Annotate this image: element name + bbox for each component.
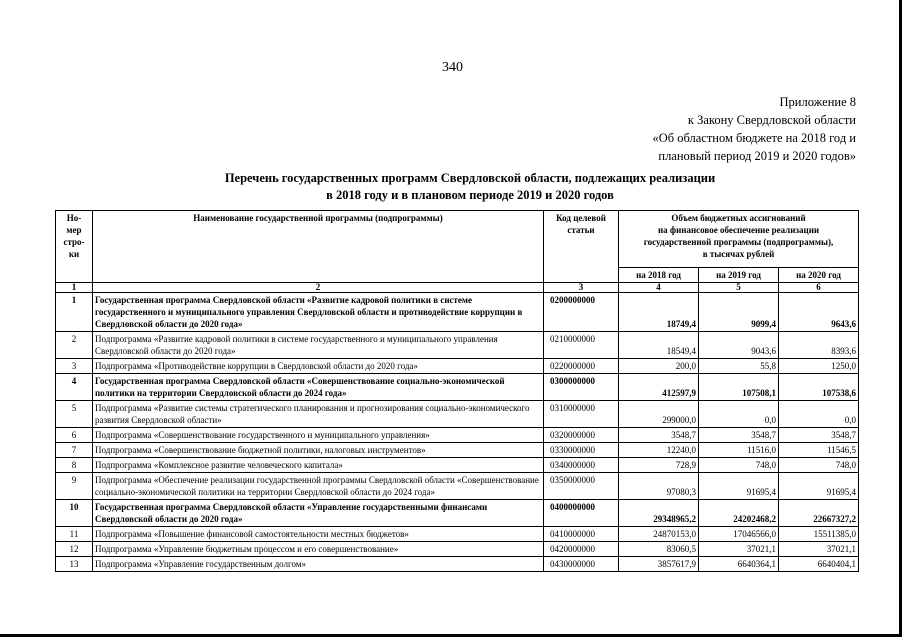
amount-2019: 37021,1 bbox=[699, 542, 779, 557]
target-code: 0350000000 bbox=[544, 473, 619, 500]
amount-2020: 8393,6 bbox=[779, 332, 859, 359]
row-number: 1 bbox=[56, 293, 93, 332]
amount-2020: 1250,0 bbox=[779, 359, 859, 374]
target-code: 0400000000 bbox=[544, 500, 619, 527]
table-row bbox=[56, 473, 859, 500]
document-title bbox=[90, 170, 850, 204]
amount-2019: 107508,1 bbox=[699, 374, 779, 401]
row-number: 8 bbox=[56, 458, 93, 473]
row-number: 5 bbox=[56, 401, 93, 428]
program-name: Государственная программа Свердловской области «Развитие кадровой политики в системе государственного и муниципального управления Свердловской области и противодействие коррупции в Свердловской области до 2020 года» bbox=[93, 293, 544, 332]
target-code: 0220000000 bbox=[544, 359, 619, 374]
amount-2018: 18549,4 bbox=[619, 332, 699, 359]
amount-2020: 15511385,0 bbox=[779, 527, 859, 542]
amount-2019: 0,0 bbox=[699, 401, 779, 428]
program-name: Подпрограмма «Развитие кадровой политики в системе государственного и муниципального управления Свердловской области до 2020 года» bbox=[93, 332, 544, 359]
annex-line-4: плановый период 2019 и 2020 годов» bbox=[658, 149, 856, 163]
amount-2018: 18749,4 bbox=[619, 293, 699, 332]
amount-2020: 107538,6 bbox=[779, 374, 859, 401]
amount-2020: 6640404,1 bbox=[779, 557, 859, 572]
table-row bbox=[56, 401, 859, 428]
header-year-2018: на 2018 год bbox=[619, 268, 699, 283]
row-number: 7 bbox=[56, 443, 93, 458]
title-line-1: Перечень государственных программ Свердловской области, подлежащих реализации bbox=[224, 171, 716, 185]
page-number: 340 bbox=[442, 60, 463, 75]
row-number: 4 bbox=[56, 374, 93, 401]
amount-2019: 6640364,1 bbox=[699, 557, 779, 572]
amount-2018: 3857617,9 bbox=[619, 557, 699, 572]
annex-line-1: Приложение 8 bbox=[779, 95, 856, 109]
amount-2019: 17046566,0 bbox=[699, 527, 779, 542]
amount-2019: 24202468,2 bbox=[699, 500, 779, 527]
target-code: 0200000000 bbox=[544, 293, 619, 332]
amount-2020: 11546,5 bbox=[779, 443, 859, 458]
row-number: 12 bbox=[56, 542, 93, 557]
amount-2018: 83060,5 bbox=[619, 542, 699, 557]
program-name: Подпрограмма «Обеспечение реализации государственной программы Свердловской области «Совершенствование социально-экономической политики на территории Свердловской области до 2024 года» bbox=[93, 473, 544, 500]
title-line-2: в 2018 году и в плановом периоде 2019 и 2020 годов bbox=[326, 188, 614, 202]
target-code: 0210000000 bbox=[544, 332, 619, 359]
amount-2020: 0,0 bbox=[779, 401, 859, 428]
program-name: Государственная программа Свердловской области «Совершенствование социально-экономической политики на территории Свердловской области до 2024 года» bbox=[93, 374, 544, 401]
table-row bbox=[56, 359, 859, 374]
table-row bbox=[56, 458, 859, 473]
table-row bbox=[56, 500, 859, 527]
amount-2020: 22667327,2 bbox=[779, 500, 859, 527]
column-index: 1 bbox=[56, 283, 93, 293]
target-code: 0320000000 bbox=[544, 428, 619, 443]
header-year-2020: на 2020 год bbox=[779, 268, 859, 283]
amount-2018: 412597,9 bbox=[619, 374, 699, 401]
table-row bbox=[56, 293, 859, 332]
column-index: 4 bbox=[619, 283, 699, 293]
row-number: 9 bbox=[56, 473, 93, 500]
annex-line-2: к Закону Свердловской области bbox=[687, 113, 856, 127]
amount-2020: 37021,1 bbox=[779, 542, 859, 557]
table-row bbox=[56, 542, 859, 557]
target-code: 0310000000 bbox=[544, 401, 619, 428]
amount-2018: 29348965,2 bbox=[619, 500, 699, 527]
header-row-number: Но- мер стро- ки bbox=[56, 211, 93, 283]
program-name: Подпрограмма «Совершенствование государственного и муниципального управления» bbox=[93, 428, 544, 443]
program-name: Подпрограмма «Комплексное развитие человеческого капитала» bbox=[93, 458, 544, 473]
amount-2020: 91695,4 bbox=[779, 473, 859, 500]
table-row bbox=[56, 428, 859, 443]
amount-2018: 728,9 bbox=[619, 458, 699, 473]
table-row bbox=[56, 443, 859, 458]
amount-2018: 200,0 bbox=[619, 359, 699, 374]
amount-2018: 12240,0 bbox=[619, 443, 699, 458]
amount-2020: 9643,6 bbox=[779, 293, 859, 332]
annex-header bbox=[652, 93, 856, 165]
amount-2019: 55,8 bbox=[699, 359, 779, 374]
table-row bbox=[56, 374, 859, 401]
column-index: 5 bbox=[699, 283, 779, 293]
amount-2020: 748,0 bbox=[779, 458, 859, 473]
amount-2018: 24870153,0 bbox=[619, 527, 699, 542]
target-code: 0340000000 bbox=[544, 458, 619, 473]
amount-2020: 3548,7 bbox=[779, 428, 859, 443]
target-code: 0420000000 bbox=[544, 542, 619, 557]
target-code: 0330000000 bbox=[544, 443, 619, 458]
header-year-2019: на 2019 год bbox=[699, 268, 779, 283]
table-row bbox=[56, 557, 859, 572]
table-row bbox=[56, 332, 859, 359]
amount-2019: 3548,7 bbox=[699, 428, 779, 443]
row-number: 6 bbox=[56, 428, 93, 443]
header-target-code: Код целевой статьи bbox=[544, 211, 619, 283]
row-number: 2 bbox=[56, 332, 93, 359]
column-index: 3 bbox=[544, 283, 619, 293]
program-name: Подпрограмма «Управление бюджетным процессом и его совершенствование» bbox=[93, 542, 544, 557]
header-budget-amount: Объем бюджетных ассигнований на финансовое обеспечение реализации государственной программы (подпрограммы), в тысячах рублей bbox=[619, 211, 859, 268]
amount-2018: 299000,0 bbox=[619, 401, 699, 428]
target-code: 0410000000 bbox=[544, 527, 619, 542]
column-index: 2 bbox=[93, 283, 544, 293]
amount-2019: 9099,4 bbox=[699, 293, 779, 332]
program-name: Государственная программа Свердловской области «Управление государственными финансами Свердловской области до 2020 года» bbox=[93, 500, 544, 527]
program-name: Подпрограмма «Повышение финансовой самостоятельности местных бюджетов» bbox=[93, 527, 544, 542]
target-code: 0300000000 bbox=[544, 374, 619, 401]
column-index-row bbox=[56, 283, 859, 293]
row-number: 3 bbox=[56, 359, 93, 374]
row-number: 10 bbox=[56, 500, 93, 527]
annex-line-3: «Об областном бюджете на 2018 год и bbox=[652, 131, 856, 145]
row-number: 13 bbox=[56, 557, 93, 572]
row-number: 11 bbox=[56, 527, 93, 542]
amount-2018: 3548,7 bbox=[619, 428, 699, 443]
program-name: Подпрограмма «Управление государственным долгом» bbox=[93, 557, 544, 572]
column-index: 6 bbox=[779, 283, 859, 293]
amount-2019: 11516,0 bbox=[699, 443, 779, 458]
amount-2019: 748,0 bbox=[699, 458, 779, 473]
programs-table bbox=[55, 210, 859, 572]
program-name: Подпрограмма «Совершенствование бюджетной политики, налоговых инструментов» bbox=[93, 443, 544, 458]
header-program-name: Наименование государственной программы (подпрограммы) bbox=[93, 211, 544, 283]
table-row bbox=[56, 527, 859, 542]
target-code: 0430000000 bbox=[544, 557, 619, 572]
program-name: Подпрограмма «Развитие системы стратегического планирования и прогнозирования социально-экономического развития Свердловской области» bbox=[93, 401, 544, 428]
amount-2018: 97080,3 bbox=[619, 473, 699, 500]
amount-2019: 9043,6 bbox=[699, 332, 779, 359]
amount-2019: 91695,4 bbox=[699, 473, 779, 500]
program-name: Подпрограмма «Противодействие коррупции в Свердловской области до 2020 года» bbox=[93, 359, 544, 374]
